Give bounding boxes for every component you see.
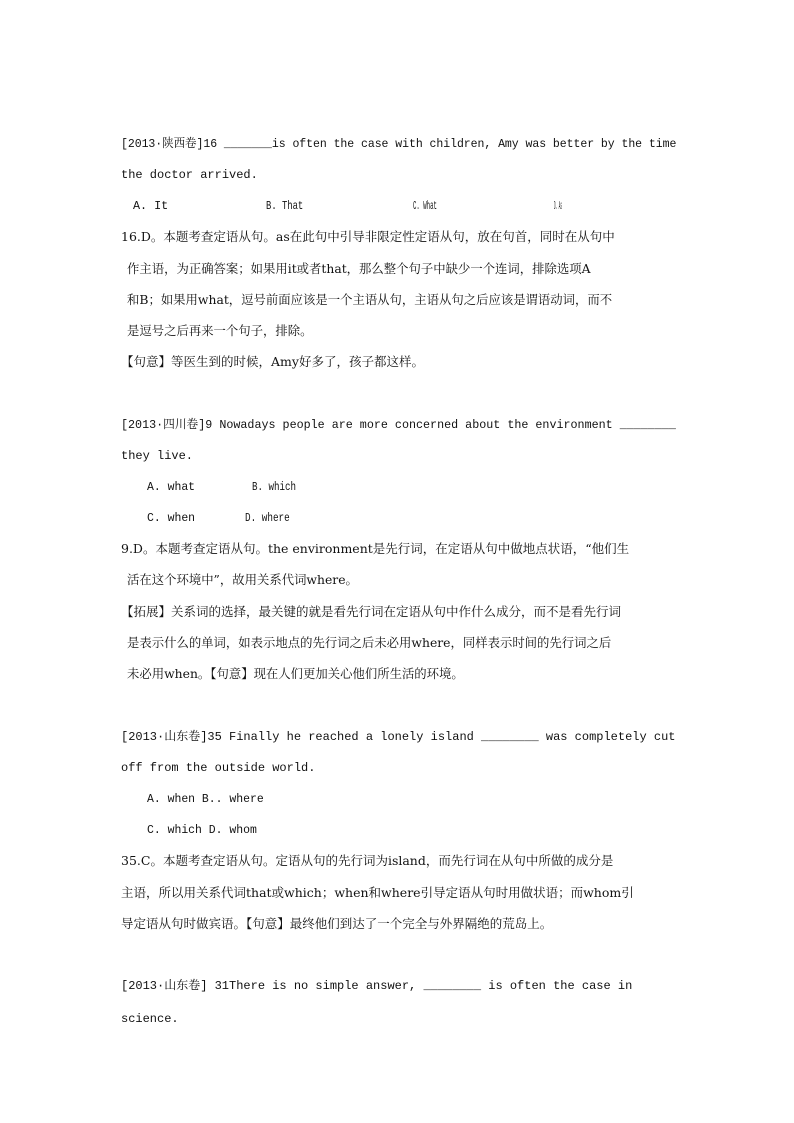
q35-answer-line-3: 导定语从句时做宾语。【句意】最终他们到达了一个完全与外界隔绝的荒岛上。 — [121, 916, 553, 931]
q9-extension-line-1: 【拓展】关系词的选择，最关键的就是看先行词在定语从句中作什么成分，而不是看先行词 — [121, 604, 622, 619]
q31-stem-line-2: science. — [121, 1012, 179, 1026]
q16-option-d: D. As — [554, 199, 562, 213]
q16-meaning: 【句意】等医生到的时候，Amy好多了，孩子都这样。 — [121, 354, 424, 369]
q9-option-c: C. when — [147, 511, 196, 525]
q35-options-ab: A. when B.. where — [147, 792, 264, 806]
q9-answer-line-1: 9.D。本题考查定语从句。the environment是先行词，在定语从句中做地点状语，“他们生 — [121, 541, 630, 556]
q9-answer-line-2: 活在这个环境中”，故用关系代词where。 — [127, 572, 358, 587]
q16-stem-line-2: the doctor arrived. — [121, 168, 258, 182]
q16-option-c: C. What — [413, 199, 437, 213]
q16-answer-line-4: 是逗号之后再来一个句子，排除。 — [127, 323, 313, 338]
q35-stem-line-2: off from the outside world. — [121, 761, 316, 775]
q9-extension-line-2: 是表示什么的单词，如表示地点的先行词之后未必用where，同样表示时间的先行词之后 — [127, 635, 612, 650]
q35-options-cd: C. which D. whom — [147, 823, 257, 837]
q9-option-d: D. where — [245, 511, 290, 525]
q31-stem-line-1: [2013·山东卷] 31There is no simple answer, ________ is often the case in — [121, 979, 633, 993]
q16-answer-line-3: 和B；如果用what，逗号前面应该是一个主语从句，主语从句之后应该是谓语动词，而不 — [127, 292, 613, 307]
q9-stem-line-1: [2013·四川卷]9 Nowadays people are more concerned about the environment ________ — [121, 418, 676, 432]
q35-stem-line-1: [2013·山东卷]35 Finally he reached a lonely island ________ was completely cut — [121, 730, 676, 744]
q16-option-b: B. That — [266, 199, 304, 213]
q35-answer-line-2: 主语，所以用关系代词that或which；when和where引导定语从句时用做状语；而whom引 — [121, 885, 634, 900]
q9-option-b: B. which — [252, 480, 297, 494]
q9-stem-line-2: they live. — [121, 449, 194, 463]
q9-option-a: A. what — [147, 480, 196, 494]
q16-answer-line-2: 作主语，为正确答案；如果用it或者that，那么整个句子中缺少一个连词，排除选项A — [127, 261, 591, 276]
q16-option-a: A. It — [133, 199, 169, 213]
q16-stem-line-1: [2013·陕西卷]16 _______is often the case with children, Amy was better by the time — [121, 137, 677, 151]
q9-extension-line-3: 未必用when。【句意】现在人们更加关心他们所生活的环境。 — [127, 666, 464, 681]
q35-answer-line-1: 35.C。本题考查定语从句。定语从句的先行词为island，而先行词在从句中所做的成分是 — [121, 853, 614, 868]
q16-answer-line-1: 16.D。本题考查定语从句。as在此句中引导非限定性定语从句，放在句首，同时在从句中 — [121, 229, 615, 244]
